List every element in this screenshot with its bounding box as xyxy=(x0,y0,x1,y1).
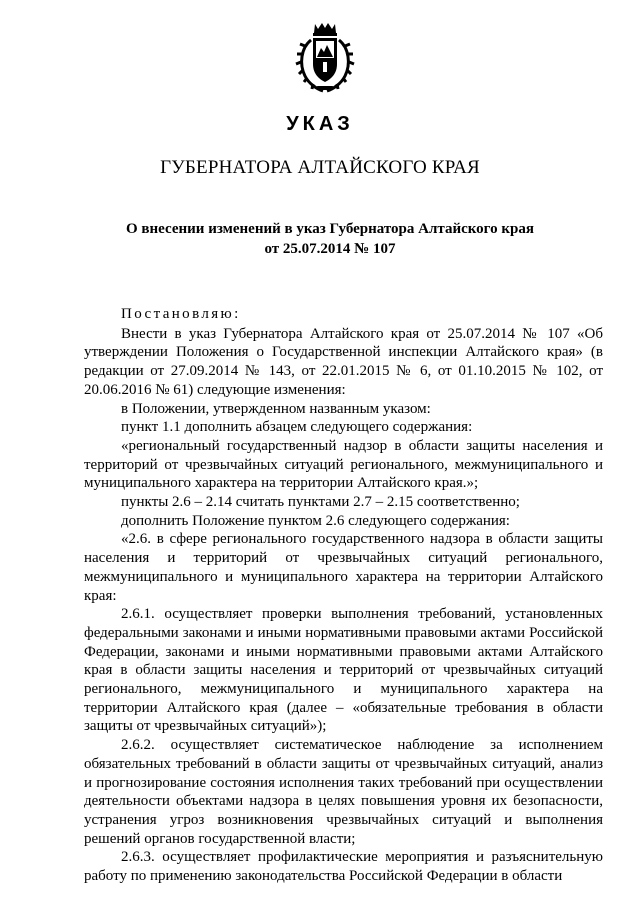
subject-line: от 25.07.2014 № 107 xyxy=(264,241,396,257)
paragraph: в Положении, утвержденном названным указом: xyxy=(121,400,431,417)
paragraph: пункты 2.6 – 2.14 считать пунктами 2.7 – 2.15 соответственно; xyxy=(121,494,520,511)
paragraph: «2.6. в сфере регионального государственного надзора в области защиты населения и территорий от чрезвычайных ситуаций регионального, межмуниципального и муниципального характера на территории Алтайского края: xyxy=(84,531,603,604)
altai-krai-coat-of-arms-icon xyxy=(295,20,355,94)
paragraph: пункт 1.1 дополнить абзацем следующего содержания: xyxy=(121,419,473,436)
paragraph: 2.6.3. осуществляет профилактические мероприятия и разъяснительную работу по применению законодательства Российской Федерации в области xyxy=(84,849,603,885)
paragraph: Внести в указ Губернатора Алтайского края от 25.07.2014 № 107 «Об утверждении Положения о Государственной инспекции Алтайского края» (в редакции от 27.09.2014 № 143, от 22.01.2015 № 6, от 01.10.2015 № 102, от 20.06.2016 № 61) следующие изменения: xyxy=(84,325,603,398)
decree-heading: УКАЗ xyxy=(286,113,354,135)
resolve-word: Постановляю: xyxy=(121,306,241,322)
decree-subject-title xyxy=(80,219,580,259)
subject-line: О внесении изменений в указ Губернатора Алтайского края xyxy=(126,221,534,237)
issuing-authority: ГУБЕРНАТОРА АЛТАЙСКОГО КРАЯ xyxy=(160,157,480,178)
decree-body xyxy=(84,305,603,886)
paragraph: «региональный государственный надзор в области защиты населения и территорий от чрезвычайных ситуаций регионального, межмуниципального и муниципального характера на территории Алтайского края.»; xyxy=(84,437,603,492)
paragraph: 2.6.1. осуществляет проверки выполнения требований, установленных федеральными законами и иными нормативными правовыми актами Российской Федерации, законами и иными нормативными правовыми актами Алтайского края в области защиты населения и территорий от чрезвычайных ситуаций регионального, межмуниципального и муниципального характера на территории Алтайского края (далее – «обязательные требования в области защиты от чрезвычайных ситуаций»); xyxy=(84,606,603,735)
paragraph: 2.6.2. осуществляет систематическое наблюдение за исполнением обязательных требований в области защиты от чрезвычайных ситуаций, анализ и прогнозирование состояния исполнения таких требований при осуществлении деятельности объектами надзора в целях повышения уровня их безопасности, устранения угроз возникновения чрезвычайных ситуаций и выполнения решений органов государственной власти; xyxy=(84,737,603,847)
paragraph: дополнить Положение пунктом 2.6 следующего содержания: xyxy=(121,512,510,529)
